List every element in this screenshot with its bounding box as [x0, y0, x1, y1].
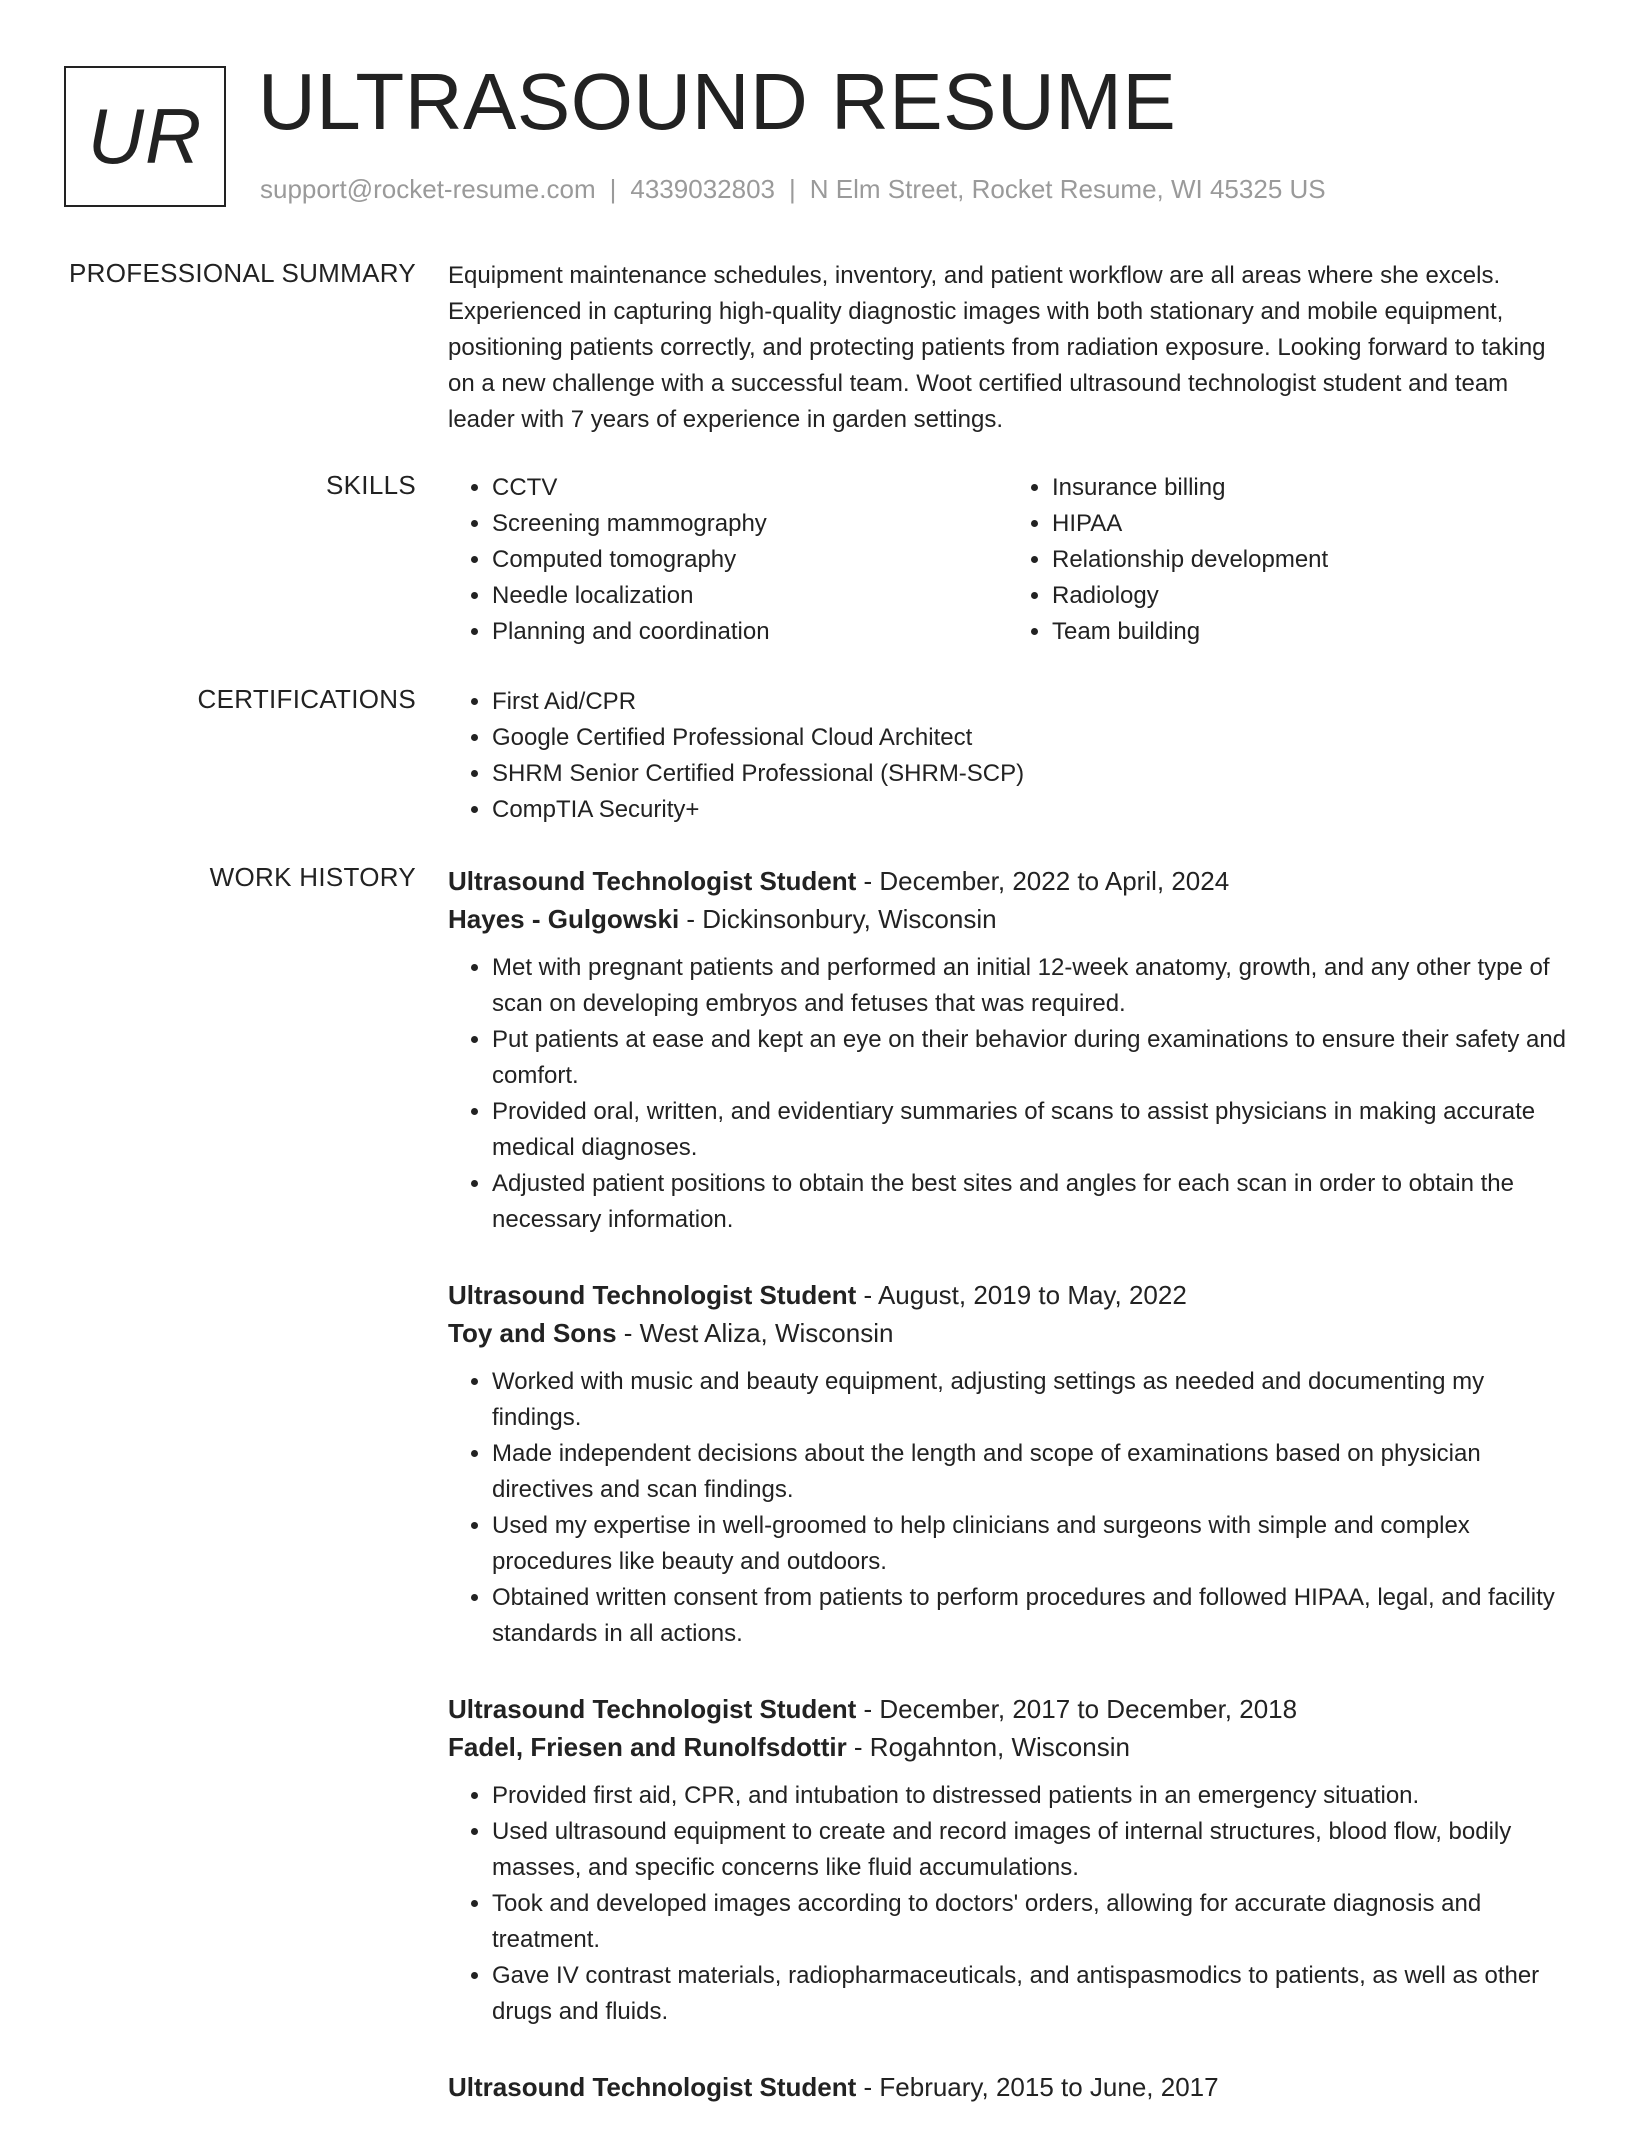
contact-line	[260, 174, 1326, 205]
skills-label: SKILLS	[326, 470, 416, 500]
job-bullet: • Put patients at ease and kept an eye on their behavior during examinations to ensure their safety and comfort.	[492, 1022, 1568, 1094]
job-company: Hayes - Gulgowski	[448, 904, 680, 934]
job-title-line	[448, 1690, 1568, 1728]
job-location: - West Aliza, Wisconsin	[616, 1318, 894, 1348]
monogram-box	[64, 66, 226, 207]
certifications-body	[448, 684, 1568, 828]
contact-address: N Elm Street, Rocket Resume, WI 45325 US	[809, 174, 1326, 204]
job-bullets	[448, 1778, 1568, 2030]
work-history-body	[448, 862, 1568, 2144]
job-entry	[448, 2068, 1568, 2106]
skill-item: • Computed tomography	[492, 542, 1008, 578]
certifications-list	[448, 684, 1568, 828]
certification-item: • CompTIA Security+	[492, 792, 1568, 828]
contact-separator: |	[789, 174, 796, 204]
job-entry	[448, 862, 1568, 1238]
work-history-label: WORK HISTORY	[209, 862, 416, 892]
summary-label: PROFESSIONAL SUMMARY	[69, 258, 416, 288]
job-entry	[448, 1276, 1568, 1652]
certification-item: • Google Certified Professional Cloud Architect	[492, 720, 1568, 756]
skill-item: • Screening mammography	[492, 506, 1008, 542]
skills-grid	[448, 470, 1568, 650]
job-bullet: • Took and developed images according to doctors' orders, allowing for accurate diagnosis and treatment.	[492, 1886, 1568, 1958]
job-bullet: • Provided oral, written, and evidentiary summaries of scans to assist physicians in making accurate medical diagnoses.	[492, 1094, 1568, 1166]
job-entry	[448, 1690, 1568, 2030]
skills-body	[448, 470, 1568, 650]
job-bullet: • Adjusted patient positions to obtain the best sites and angles for each scan in order to obtain the necessary information.	[492, 1166, 1568, 1238]
monogram-initials: UR	[87, 92, 203, 180]
job-bullet: • Provided first aid, CPR, and intubation to distressed patients in an emergency situation.	[492, 1778, 1568, 1814]
contact-phone: 4339032803	[630, 174, 775, 204]
job-bullet: • Met with pregnant patients and performed an initial 12-week anatomy, growth, and any other type of scan on developing embryos and fetuses that was required.	[492, 950, 1568, 1022]
certification-item: • SHRM Senior Certified Professional (SHRM-SCP)	[492, 756, 1568, 792]
skill-item: • Planning and coordination	[492, 614, 1008, 650]
contact-email: support@rocket-resume.com	[260, 174, 596, 204]
job-title: Ultrasound Technologist Student	[448, 2072, 857, 2102]
job-company-line	[448, 1728, 1568, 1766]
job-title: Ultrasound Technologist Student	[448, 1280, 857, 1310]
job-dates: - December, 2022 to April, 2024	[856, 866, 1230, 896]
job-bullet: • Made independent decisions about the length and scope of examinations based on physician directives and scan findings.	[492, 1436, 1568, 1508]
job-dates: - August, 2019 to May, 2022	[856, 1280, 1187, 1310]
certification-item: • First Aid/CPR	[492, 684, 1568, 720]
skill-item: • Team building	[1052, 614, 1568, 650]
job-bullet: • Used ultrasound equipment to create and record images of internal structures, blood flow, bodily masses, and specific concerns like fluid accumulations.	[492, 1814, 1568, 1886]
job-company-line	[448, 900, 1568, 938]
skill-item: • Needle localization	[492, 578, 1008, 614]
resume-title: ULTRASOUND RESUME	[258, 57, 1177, 146]
job-title-line	[448, 2068, 1568, 2106]
job-bullet: • Obtained written consent from patients to perform procedures and followed HIPAA, legal, and facility standards in all actions.	[492, 1580, 1568, 1652]
skill-item: • Radiology	[1052, 578, 1568, 614]
skill-item: • HIPAA	[1052, 506, 1568, 542]
job-bullet: • Gave IV contrast materials, radiopharmaceuticals, and antispasmodics to patients, as well as other drugs and fluids.	[492, 1958, 1568, 2030]
job-bullets	[448, 950, 1568, 1238]
job-dates: - February, 2015 to June, 2017	[856, 2072, 1219, 2102]
job-company: Fadel, Friesen and Runolfsdottir	[448, 1732, 847, 1762]
job-location: - Dickinsonbury, Wisconsin	[679, 904, 997, 934]
job-bullet: • Used my expertise in well-groomed to help clinicians and surgeons with simple and complex procedures like beauty and outdoors.	[492, 1508, 1568, 1580]
skills-list-left	[448, 470, 1008, 650]
job-title: Ultrasound Technologist Student	[448, 866, 857, 896]
summary-text: Equipment maintenance schedules, inventory, and patient workflow are all areas where she excels. Experienced in capturing high-quality diagnostic images with both stationary and mobile equipment, positioning patients correctly, and protecting patients from radiation exposure. Looking forward to taking on a new challenge with a successful team. Woot certified ultrasound technologist student and team leader with 7 years of experience in garden settings.	[448, 262, 1546, 433]
job-company: Toy and Sons	[448, 1318, 617, 1348]
skill-item: • Insurance billing	[1052, 470, 1568, 506]
job-location: - Rogahnton, Wisconsin	[846, 1732, 1130, 1762]
job-bullet: • Worked with music and beauty equipment, adjusting settings as needed and documenting my findings.	[492, 1364, 1568, 1436]
summary-body	[448, 258, 1568, 438]
job-title-line	[448, 1276, 1568, 1314]
skills-list-right	[1008, 470, 1568, 650]
job-bullets	[448, 1364, 1568, 1652]
job-title: Ultrasound Technologist Student	[448, 1694, 857, 1724]
skill-item: • CCTV	[492, 470, 1008, 506]
job-dates: - December, 2017 to December, 2018	[856, 1694, 1298, 1724]
skill-item: • Relationship development	[1052, 542, 1568, 578]
job-title-line	[448, 862, 1568, 900]
contact-separator: |	[609, 174, 617, 204]
job-company-line	[448, 1314, 1568, 1352]
certifications-label: CERTIFICATIONS	[197, 684, 416, 714]
